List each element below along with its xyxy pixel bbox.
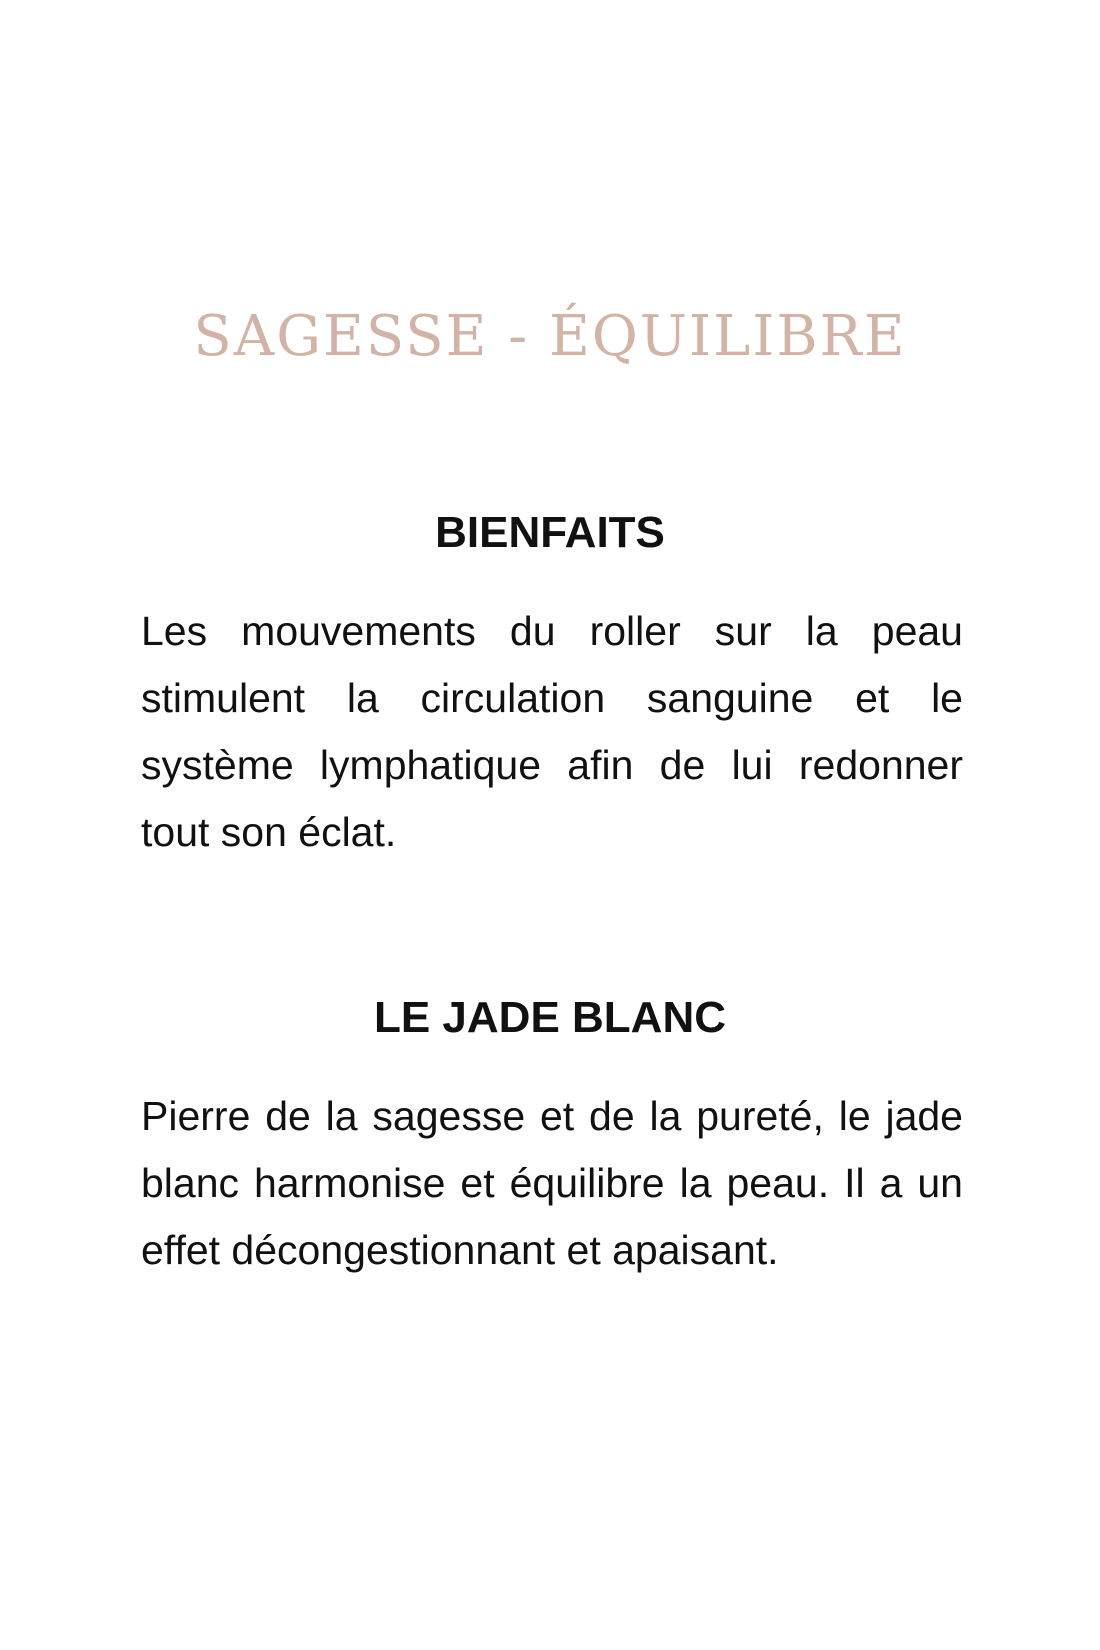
section-text-bienfaits: Les mouvements du roller sur la peau stimulent la circulation sanguine et le système lymphatique afin de lui redonner tout son éclat. (141, 608, 963, 855)
section-heading-jade-blanc: LE JADE BLANC (373, 993, 727, 1042)
section-text-jade-blanc: Pierre de la sagesse et de la pureté, le jade blanc harmonise et équilibre la peau. Il a un effet décongestionnant et apaisant. (141, 1093, 963, 1273)
section-heading-bienfaits: BIENFAITS (435, 508, 665, 557)
page-title: SAGESSE - ÉQUILIBRE (193, 304, 907, 369)
